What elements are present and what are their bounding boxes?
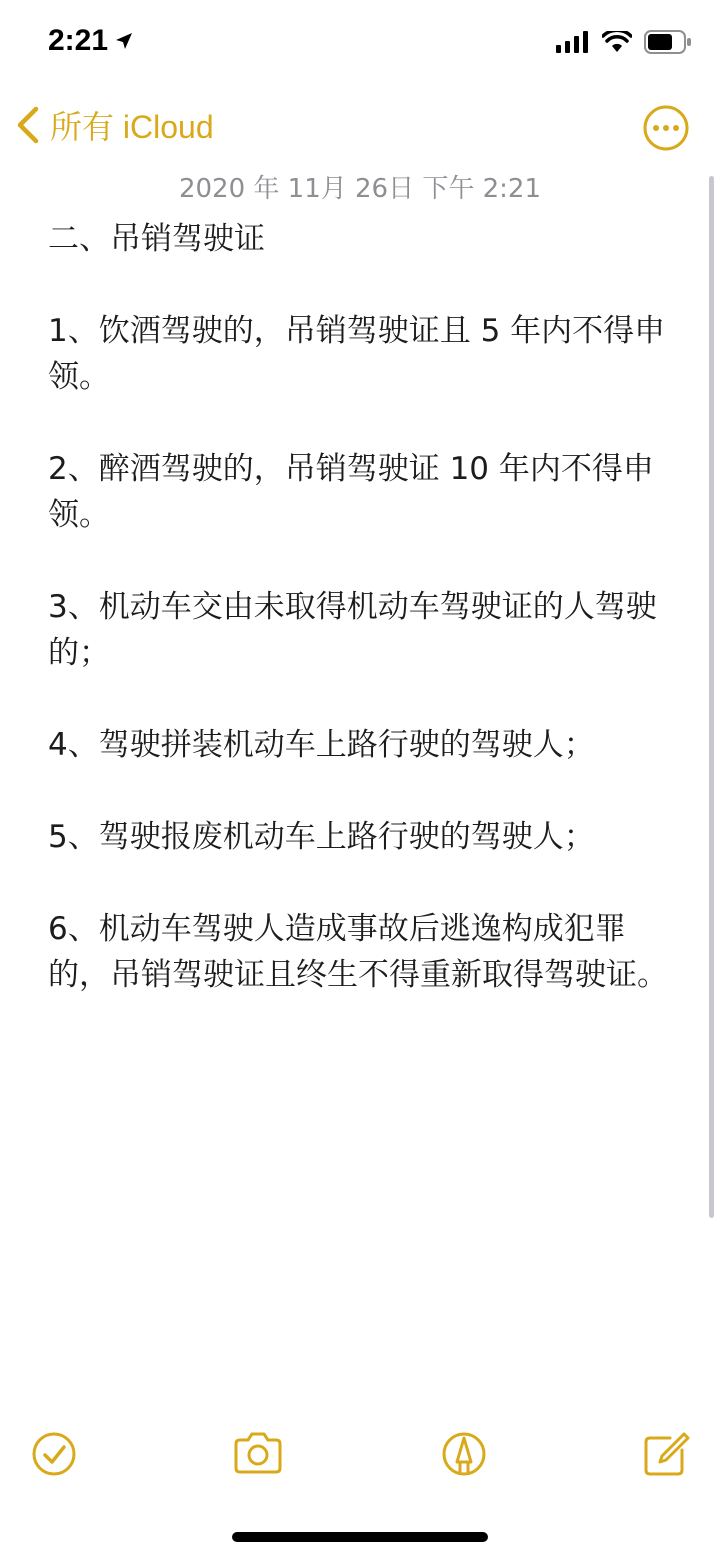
compose-icon <box>640 1428 692 1480</box>
note-spacer <box>48 538 678 584</box>
checklist-button[interactable] <box>28 1428 80 1480</box>
note-paragraph: 2、醉酒驾驶的，吊销驾驶证 10 年内不得申领。 <box>48 451 654 533</box>
nav-bar <box>0 96 720 160</box>
more-button[interactable] <box>642 104 690 152</box>
note-paragraph: 6、机动车驾驶人造成事故后逃逸构成犯罪的，吊销驾驶证且终生不得重新取得驾驶证。 <box>48 911 668 993</box>
note-title: 二、吊销驾驶证 <box>48 221 265 257</box>
status-indicators <box>556 30 692 54</box>
checklist-icon <box>28 1428 80 1480</box>
scroll-indicator[interactable] <box>709 176 714 1218</box>
ellipsis-circle-icon <box>642 104 690 152</box>
status-time-label: 2:21 <box>48 24 109 57</box>
cellular-signal-icon <box>556 31 590 53</box>
note-spacer <box>48 860 678 906</box>
note-spacer <box>48 676 678 722</box>
note-paragraph: 3、机动车交由未取得机动车驾驶证的人驾驶的； <box>48 589 657 671</box>
note-spacer <box>48 768 678 814</box>
location-arrow-icon <box>114 31 134 51</box>
back-label: 所有 iCloud <box>50 109 214 145</box>
back-button[interactable] <box>14 102 214 148</box>
camera-button[interactable] <box>232 1428 284 1480</box>
note-editor[interactable] <box>48 216 678 998</box>
status-time <box>48 24 134 58</box>
note-date: 2020 年 11月 26日 下午 2:21 <box>178 174 542 204</box>
camera-icon <box>232 1428 284 1480</box>
compose-button[interactable] <box>640 1428 692 1480</box>
status-bar <box>0 0 720 90</box>
note-paragraph: 1、饮酒驾驶的，吊销驾驶证且 5 年内不得申领。 <box>48 313 666 395</box>
battery-icon <box>644 30 692 54</box>
markup-button[interactable] <box>438 1428 490 1480</box>
bottom-toolbar <box>0 1418 720 1488</box>
home-indicator[interactable] <box>232 1532 488 1542</box>
chevron-left-icon <box>14 103 42 147</box>
note-spacer <box>48 400 678 446</box>
note-paragraph: 5、驾驶报废机动车上路行驶的驾驶人； <box>48 819 595 855</box>
note-spacer <box>48 262 678 308</box>
markup-pen-icon <box>438 1428 490 1480</box>
wifi-icon <box>602 31 632 53</box>
note-paragraph: 4、驾驶拼装机动车上路行驶的驾驶人； <box>48 727 595 763</box>
